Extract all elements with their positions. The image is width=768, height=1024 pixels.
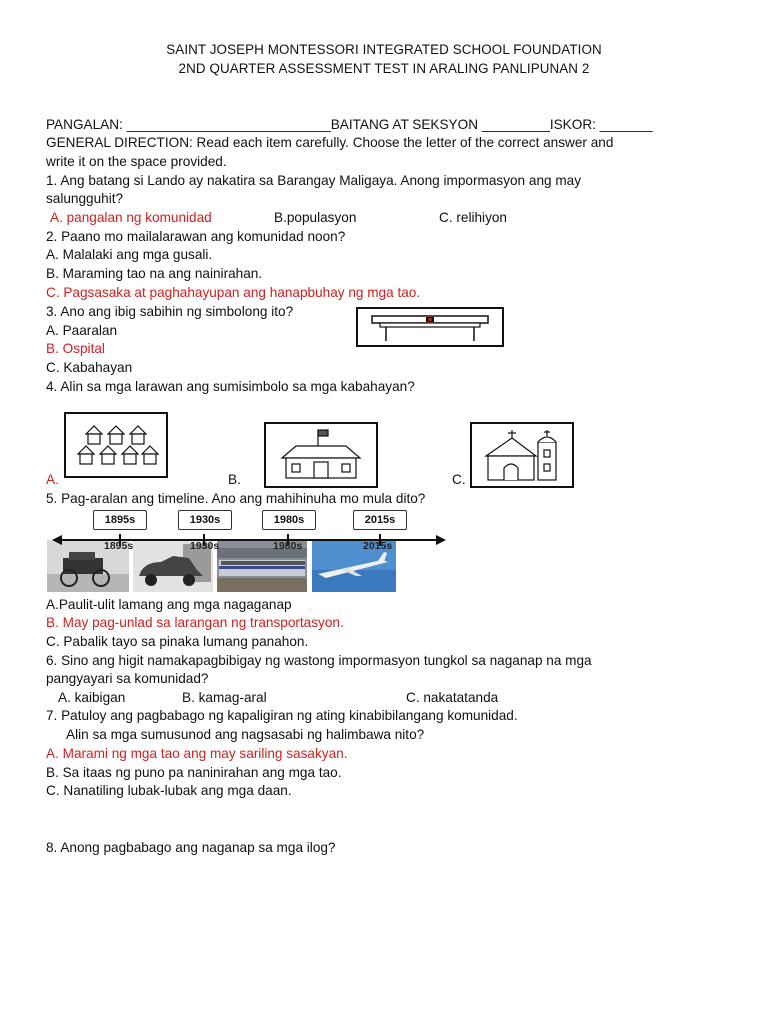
q6-choice-a: A. kaibigan bbox=[58, 690, 126, 705]
q6-choice-b: B. kamag-aral bbox=[182, 690, 267, 705]
hospital-symbol-image bbox=[356, 307, 504, 347]
q4-choice-a: A. bbox=[46, 472, 59, 487]
photo-year-1980s: 1980s bbox=[273, 540, 303, 552]
q1-choice-b: B.populasyon bbox=[274, 210, 357, 225]
question-6-text-cont: pangyayari sa komunidad? bbox=[46, 671, 209, 686]
q7-choice-a: A. Marami ng mga tao ang may sariling sasakyan. bbox=[46, 746, 348, 761]
direction-line-2: write it on the space provided. bbox=[46, 154, 227, 169]
q4-choice-c: C. bbox=[452, 472, 466, 487]
q6-choice-c: C. nakatatanda bbox=[406, 690, 499, 705]
school-name: SAINT JOSEPH MONTESSORI INTEGRATED SCHOOL FOUNDATION bbox=[166, 42, 602, 57]
houses-image bbox=[64, 412, 168, 478]
question-4-text: 4. Alin sa mga larawan ang sumisimbolo sa mga kabahayan? bbox=[46, 379, 415, 394]
photo-year-1895s: 1895s bbox=[104, 540, 134, 552]
church-image bbox=[470, 422, 574, 488]
question-2-text: 2. Paano mo mailalarawan ang komunidad noon? bbox=[46, 229, 346, 244]
timeline-label-1930s: 1930s bbox=[178, 510, 232, 530]
timeline-label-1980s: 1980s bbox=[262, 510, 316, 530]
q3-choice-c: C. Kabahayan bbox=[46, 360, 133, 375]
question-7-text-cont: Alin sa mga sumusunod ang nagsasabi ng halimbawa nito? bbox=[66, 727, 425, 742]
test-title: 2ND QUARTER ASSESSMENT TEST IN ARALING PANLIPUNAN 2 bbox=[178, 61, 590, 76]
q3-choice-a: A. Paaralan bbox=[46, 323, 118, 338]
question-7-text: 7. Patuloy ang pagbabago ng kapaligiran ng ating kinabibilangang komunidad. bbox=[46, 708, 518, 723]
q1-choice-a: A. pangalan ng komunidad bbox=[50, 210, 212, 225]
q2-choice-a: A. Malalaki ang mga gusali. bbox=[46, 247, 213, 262]
q5-choice-a: A.Paulit-ulit lamang ang mga nagaganap bbox=[46, 597, 292, 612]
student-info-line: PANGALAN: ___________________________BAITANG AT SEKSYON _________ISKOR: _______ bbox=[46, 117, 653, 132]
question-1-text-cont: salungguhit? bbox=[46, 191, 124, 206]
q2-choice-b: B. Maraming tao na ang nainirahan. bbox=[46, 266, 263, 281]
q3-choice-b: B. Ospital bbox=[46, 341, 105, 356]
question-3-text: 3. Ano ang ibig sabihin ng simbolong ito? bbox=[46, 304, 294, 319]
q7-choice-b: B. Sa itaas ng puno pa naninirahan ang mga tao. bbox=[46, 765, 342, 780]
q5-choice-c: C. Pabalik tayo sa pinaka lumang panahon. bbox=[46, 634, 309, 649]
q4-choice-b: B. bbox=[228, 472, 241, 487]
question-6-text: 6. Sino ang higit namakapagbibigay ng wastong impormasyon tungkol sa naganap na mga bbox=[46, 653, 592, 668]
timeline-label-2015s: 2015s bbox=[353, 510, 407, 530]
photo-year-2015s: 2015s bbox=[363, 540, 393, 552]
q1-choice-c: C. relihiyon bbox=[439, 210, 507, 225]
photo-year-1930s: 1930s bbox=[190, 540, 220, 552]
question-1-text: 1. Ang batang si Lando ay nakatira sa Barangay Maligaya. Anong impormasyon ang may bbox=[46, 173, 582, 188]
question-5-text: 5. Pag-aralan ang timeline. Ano ang mahihinuha mo mula dito? bbox=[46, 491, 426, 506]
q2-choice-c: C. Pagsasaka at paghahayupan ang hanapbuhay ng mga tao. bbox=[46, 285, 421, 300]
q7-choice-c: C. Nanatiling lubak-lubak ang mga daan. bbox=[46, 783, 292, 798]
school-building-image bbox=[264, 422, 378, 488]
direction-line-1: GENERAL DIRECTION: Read each item carefully. Choose the letter of the correct answer and bbox=[46, 135, 614, 150]
q5-choice-b: B. May pag-unlad sa larangan ng transportasyon. bbox=[46, 615, 344, 630]
timeline-label-1895s: 1895s bbox=[93, 510, 147, 530]
question-8-text: 8. Anong pagbabago ang naganap sa mga ilog? bbox=[46, 840, 336, 855]
